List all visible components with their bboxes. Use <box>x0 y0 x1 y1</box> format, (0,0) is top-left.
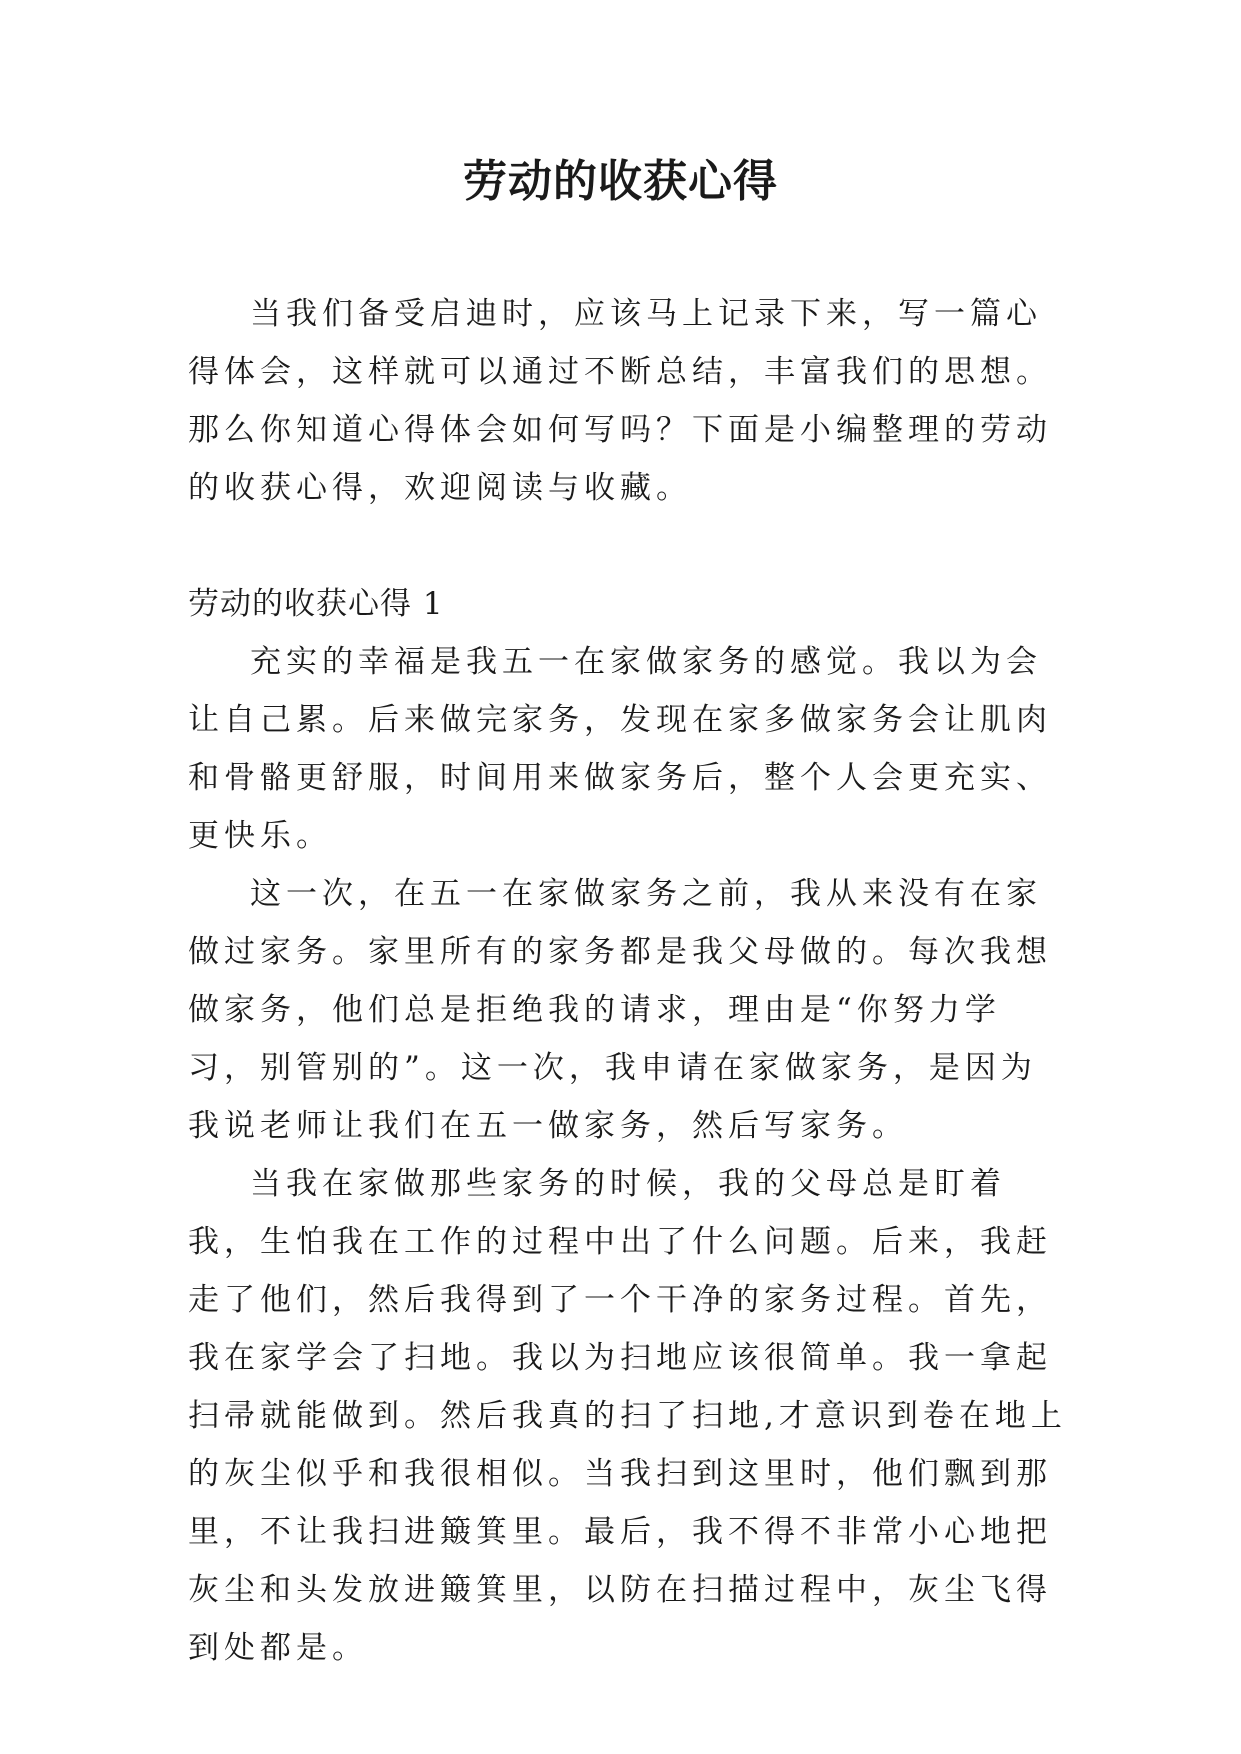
document-title: 劳动的收获心得 <box>463 156 778 207</box>
section-content <box>188 633 1068 1677</box>
paragraph-3: 当我在家做那些家务的时候，我的父母总是盯着我，生怕我在工作的过程中出了什么问题。后来，我赶走了他们，然后我得到了一个干净的家务过程。首先，我在家学会了扫地。我以为扫地应该很简单。我一拿起扫帚就能做到。然后我真的扫了扫地,才意识到卷在地上的灰尘似乎和我很相似。当我扫到这里时，他们飘到那里，不让我扫进簸箕里。最后，我不得不非常小心地把灰尘和头发放进簸箕里，以防在扫描过程中，灰尘飞得到处都是。 <box>188 1166 1067 1666</box>
paragraph-1: 充实的幸福是我五一在家做家务的感觉。我以为会让自己累。后来做完家务，发现在家多做家务会让肌肉和骨骼更舒服，时间用来做家务后，整个人会更充实、更快乐。 <box>188 644 1052 854</box>
section-heading: 劳动的收获心得 1 <box>188 586 444 622</box>
paragraph-2: 这一次，在五一在家做家务之前，我从来没有在家做过家务。家里所有的家务都是我父母做的。每次我想做家务，他们总是拒绝我的请求，理由是“你努力学习，别管别的”。这一次，我申请在家做家务，是因为我说老师让我们在五一做家务，然后写家务。 <box>188 876 1052 1144</box>
intro-paragraph: 当我们备受启迪时，应该马上记录下来，写一篇心得体会，这样就可以通过不断总结，丰富我们的思想。那么你知道心得体会如何写吗？下面是小编整理的劳动的收获心得，欢迎阅读与收藏。 <box>188 296 1052 506</box>
